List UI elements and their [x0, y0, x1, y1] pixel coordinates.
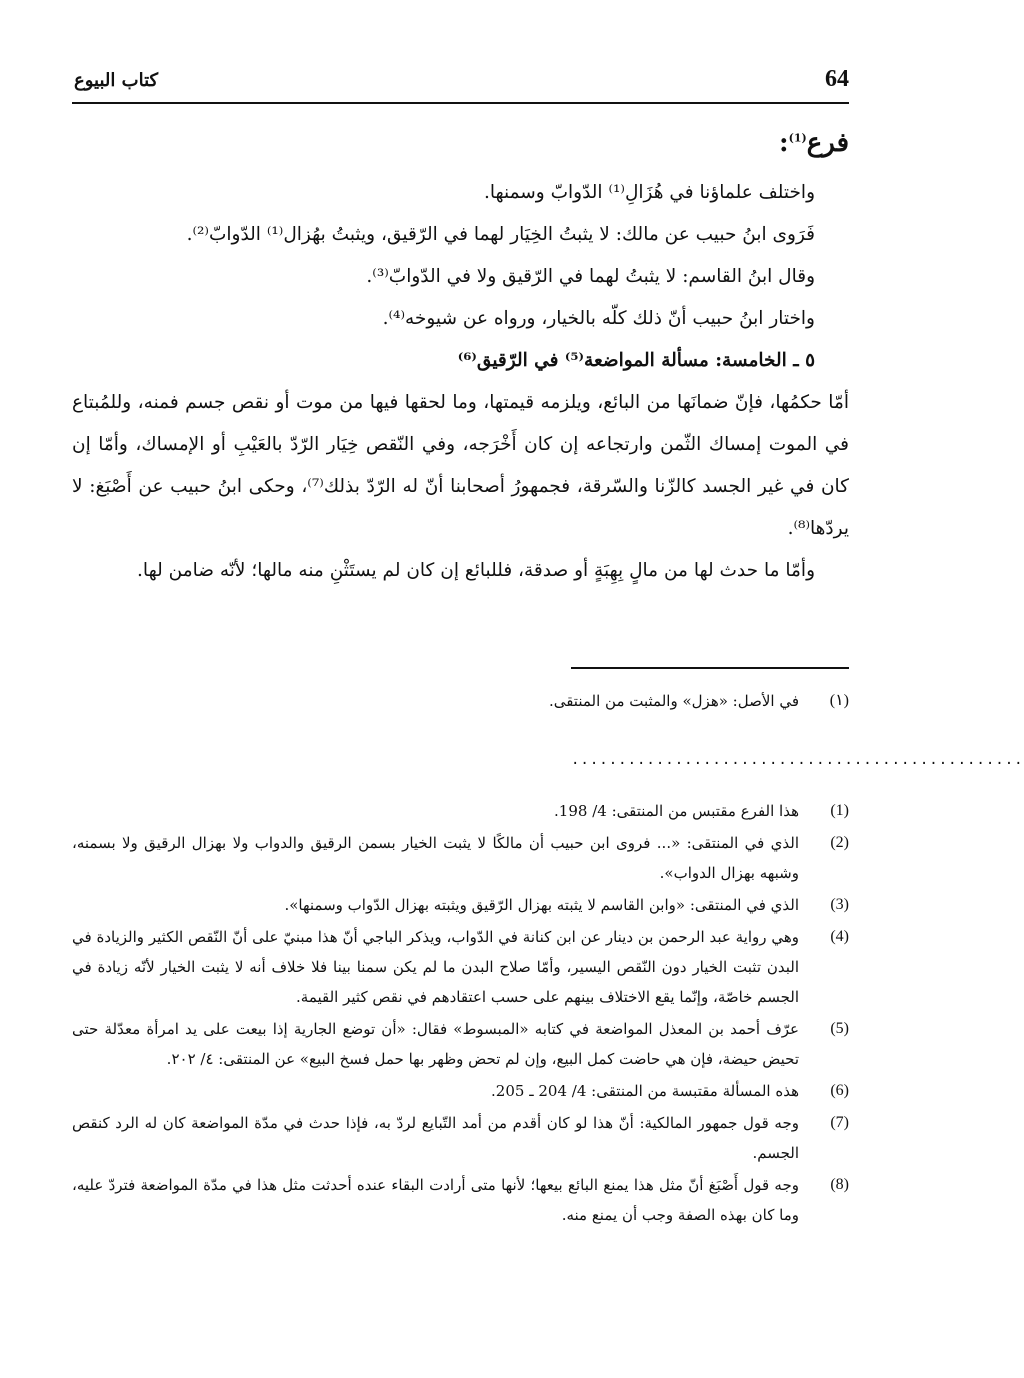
footnote-text: وجه قول أَصْبَغ أنّ مثل هذا يمنع البائع بيعها؛ لأنها متى أرادت البقاء عنده أحدثت مثل هذا في مدّة المواضعة فتردّ عليه، وما كان بهذه الصفة وجب أن يمنع منه. — [72, 1176, 799, 1224]
footnote-text: هذا الفرع مقتبس من المنتقى: 4/ 198. — [554, 802, 799, 820]
footnote — [72, 1014, 849, 1074]
source-footnotes — [72, 796, 849, 1232]
paragraph: فَرَوى ابنُ حبيب عن مالك: لا يثبتُ الخِيَار لهما في الرّقيق، ويثبتُ بهُزال⁽¹⁾ الدّوابّ⁽²⁾. — [186, 224, 815, 245]
footnote-number: (4) — [830, 928, 849, 945]
footnote-number: (3) — [830, 896, 849, 913]
edition-footnotes — [72, 686, 849, 718]
paragraph: وأمّا ما حدث لها من مالٍ بِهِبَةٍ أو صدقة، فللبائع إن كان لم يستَثْنِ منه مالها؛ لأنّه ضامن لها. — [137, 560, 815, 581]
heading-colon: : — [779, 128, 789, 158]
footnote-number: (1) — [830, 802, 849, 819]
footnote-text: الذي في المنتقى: «وابن القاسم لا يثبته بهزال الرّقيق ويثبته بهزال الدّواب وسمنها». — [284, 896, 799, 914]
footnote — [72, 686, 849, 716]
footnote-number: (6) — [830, 1082, 849, 1099]
footnote-text: عرّف أحمد بن المعذل المواضعة في كتابه «المبسوط» فقال: «أن توضع الجارية إذا بيعت على يد امرأة معدّلة حتى تحيض حيضة، فإن هي حاضت كمل البيع، وإن لم تحض وظهر بها حمل فسخ البيع» عن المنتقى: ٤/ ٢٠٢. — [72, 1020, 799, 1068]
footnote — [72, 1170, 849, 1230]
footnote-separator — [571, 667, 849, 669]
footnote-number: (7) — [830, 1114, 849, 1131]
footnote-text: وهي رواية عبد الرحمن بن دينار عن ابن كنانة في الدّواب، ويذكر الباجي أنّ هذا مبنيّ على أنّ النّقص الكثير والزيادة في البدن تثبت الخيار دون النّقص اليسير، وأمّا صلاح البدن ما لم يكن سمنا بينا فلا خلاف أنه لا يثبت الخيار لأنّه زيادة في الجسم خاصّة، وإنّما يقع الاختلاف بينهم على حسب اعتقادهم في نقص كثير القيمة. — [72, 928, 799, 1006]
footnote — [72, 922, 849, 1012]
footnote — [72, 1108, 849, 1168]
page-header — [72, 62, 849, 104]
footnote — [72, 796, 849, 826]
footnote — [72, 828, 849, 888]
paragraph: واختار ابنُ حبيب أنّ ذلك كلّه بالخيار، ورواه عن شيوخه⁽⁴⁾. — [382, 308, 815, 329]
heading-footnote-ref: (1) — [788, 131, 807, 145]
footnote — [72, 890, 849, 920]
footnote-number: (5) — [830, 1020, 849, 1037]
footnote-number: (8) — [830, 1176, 849, 1193]
footnote — [72, 1076, 849, 1106]
footnote-text: وجه قول جمهور المالكية: أنّ هذا لو كان أقدم من أمد التّبايع لردّ به، فإذا حدث في مدّة المواضعة كان له الرد كنقص الجسم. — [72, 1114, 799, 1162]
paragraph: أمّا حكمُها، فإنّ ضمانَها من البائع، ويلزمه قيمتها، وما لحقها فيها من موت أو نقص جسم فمنه، وللمُبتاع في الموت إمساك الثّمن وارتجاعه إن كان أَخْرَجه، وفي النّقص خِيَار الرّدّ بالعَيْبِ أو الإمساك، وأمّا إن كان في غير الجسد كالزّنا والسّرقة، فجمهورُ أصحابنا أنّ له الرّدّ بذلك⁽⁷⁾، وحكى ابنُ حبيب عن أَصْبَغ: لا يردّها⁽⁸⁾. — [72, 392, 849, 539]
heading-text: فرع — [806, 128, 849, 158]
dotted-separator: ................................................ — [571, 752, 1024, 768]
footnote-text: هذه المسألة مقتبسة من المنتقى: 4/ 204 ـ 205. — [491, 1082, 799, 1100]
subsection-title: ٥ ـ الخامسة: مسألة المواضعة⁽⁵⁾ في الرّقيق⁽⁶⁾ — [457, 350, 815, 371]
footnote-text: في الأصل: «هزل» والمثبت من المنتقى. — [548, 692, 799, 710]
main-text — [72, 118, 849, 592]
running-title: كتاب البيوع — [74, 70, 159, 91]
section-heading — [72, 118, 849, 168]
footnote-number: (2) — [830, 834, 849, 851]
footnote-number: (١) — [829, 692, 849, 709]
page-number: 64 — [825, 66, 849, 92]
paragraph: وقال ابنُ القاسم: لا يثبتُ لهما في الرّقيق ولا في الدّوابّ⁽³⁾. — [366, 266, 815, 287]
footnote-text: الذي في المنتقى: «... فروى ابن حبيب أن مالكًا لا يثبت الخيار بسمن الرقيق والدواب ولا بهزال الرقيق ولا بسمنه، وشبهه بهزال الدواب». — [72, 834, 799, 882]
paragraph: واختلف علماؤنا في هُزَالِ⁽¹⁾ الدّوابّ وسمنها. — [483, 182, 815, 203]
